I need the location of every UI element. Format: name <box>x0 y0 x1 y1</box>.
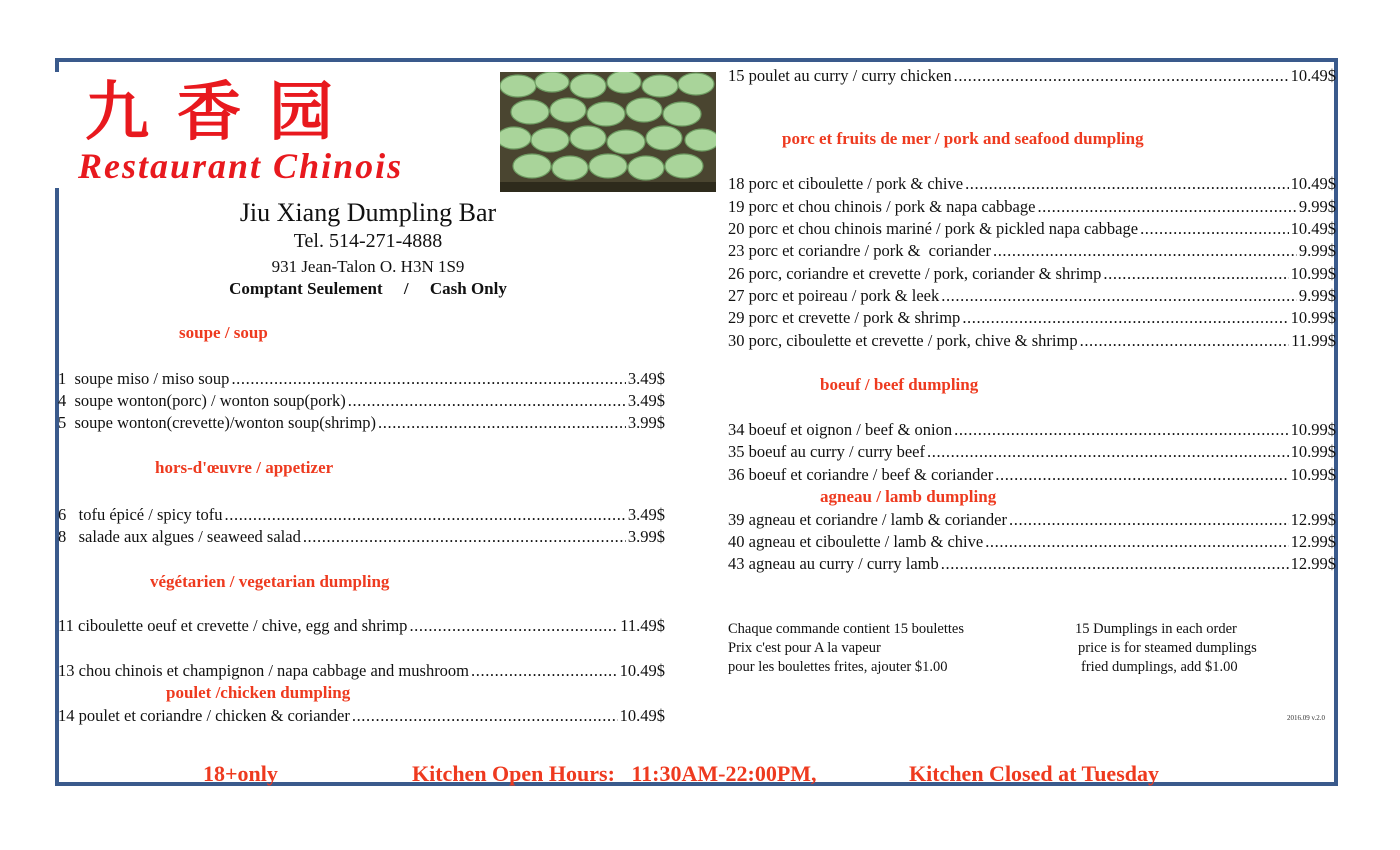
kitchen-closed: Kitchen Closed at Tuesday <box>909 761 1159 786</box>
kitchen-hours: Kitchen Open Hours: 11:30AM-22:00PM, <box>412 761 817 786</box>
menu-item: 4 soupe wonton(porc) / wonton soup(pork) ..... 3.49$ <box>58 390 665 412</box>
cash-only-notice: Comptant Seulement / Cash Only <box>229 279 507 298</box>
menu-item: 11 ciboulette oeuf et crevette / chive, egg and shrimp ..... 11.49$ <box>58 615 665 637</box>
menu-item: 13 chou chinois et champignon / napa cabbage and mushroom ..... 10.49$ <box>58 660 665 682</box>
address: 931 Jean-Talon O. H3N 1S9 <box>271 257 465 276</box>
note-en-3: fried dumplings, add $1.00 <box>1081 659 1238 675</box>
menu-item: 5 soupe wonton(crevette)/wonton soup(shrimp) ..... 3.99$ <box>58 412 665 434</box>
menu-item: 43 agneau au curry / curry lamb ..... 12.99$ <box>728 553 1336 575</box>
section-chicken: poulet /chicken dumpling <box>166 683 351 702</box>
note-en-2: price is for steamed dumplings <box>1078 640 1257 656</box>
menu-item: 35 boeuf au curry / curry beef ..... 10.99$ <box>728 441 1336 463</box>
menu-item: 36 boeuf et coriandre / beef & coriander ..... 10.99$ <box>728 464 1336 486</box>
menu-item: 20 porc et chou chinois mariné / pork & pickled napa cabbage ..... 10.49$ <box>728 218 1336 240</box>
section-lamb: agneau / lamb dumpling <box>820 487 997 506</box>
section-soup: soupe / soup <box>179 323 268 342</box>
restaurant-name: Jiu Xiang Dumpling Bar <box>239 198 497 227</box>
section-appetizer: hors-d'œuvre / appetizer <box>155 458 334 477</box>
logo-chinese-name: 九香园 <box>85 75 361 150</box>
section-beef: boeuf / beef dumpling <box>820 375 979 394</box>
menu-item: 15 poulet au curry / curry chicken ..... 10.49$ <box>728 65 1336 87</box>
menu-item: 34 boeuf et oignon / beef & onion ..... 10.99$ <box>728 419 1336 441</box>
menu-item: 40 agneau et ciboulette / lamb & chive ..... 12.99$ <box>728 531 1336 553</box>
age-restriction: 18+only <box>203 761 278 786</box>
menu-item: 26 porc, coriandre et crevette / pork, coriander & shrimp ..... 10.99$ <box>728 263 1336 285</box>
note-fr-1: Chaque commande contient 15 boulettes <box>728 621 964 637</box>
note-fr-3: pour les boulettes frites, ajouter $1.00 <box>728 659 948 675</box>
menu-item: 1 soupe miso / miso soup ..... 3.49$ <box>58 368 665 390</box>
section-pork: porc et fruits de mer / pork and seafood dumpling <box>782 129 1144 148</box>
menu-item: 14 poulet et coriandre / chicken & coriander ..... 10.49$ <box>58 705 665 727</box>
menu-item: 29 porc et crevette / pork & shrimp ..... 10.99$ <box>728 307 1336 329</box>
menu-item: 27 porc et poireau / pork & leek ..... 9.99$ <box>728 285 1336 307</box>
menu-item: 8 salade aux algues / seaweed salad ..... 3.99$ <box>58 526 665 548</box>
section-vegetarian: végétarien / vegetarian dumpling <box>150 572 390 591</box>
dumpling-photo <box>500 72 716 192</box>
note-fr-2: Prix c'est pour A la vapeur <box>728 640 881 656</box>
menu-item: 39 agneau et coriandre / lamb & coriander ..... 12.99$ <box>728 509 1336 531</box>
menu-item: 23 porc et coriandre / pork & coriander ..... 9.99$ <box>728 240 1336 262</box>
telephone: Tel. 514-271-4888 <box>293 230 443 252</box>
menu-item: 19 porc et chou chinois / pork & napa cabbage ..... 9.99$ <box>728 196 1336 218</box>
menu-item: 18 porc et ciboulette / pork & chive ..... 10.49$ <box>728 173 1336 195</box>
menu-item: 30 porc, ciboulette et crevette / pork, chive & shrimp ..... 11.99$ <box>728 330 1336 352</box>
version-label: 2016.09 v.2.0 <box>1287 714 1326 722</box>
note-en-1: 15 Dumplings in each order <box>1075 621 1237 637</box>
logo-subtitle: Restaurant Chinois <box>78 146 404 186</box>
menu-item: 6 tofu épicé / spicy tofu ..... 3.49$ <box>58 504 665 526</box>
